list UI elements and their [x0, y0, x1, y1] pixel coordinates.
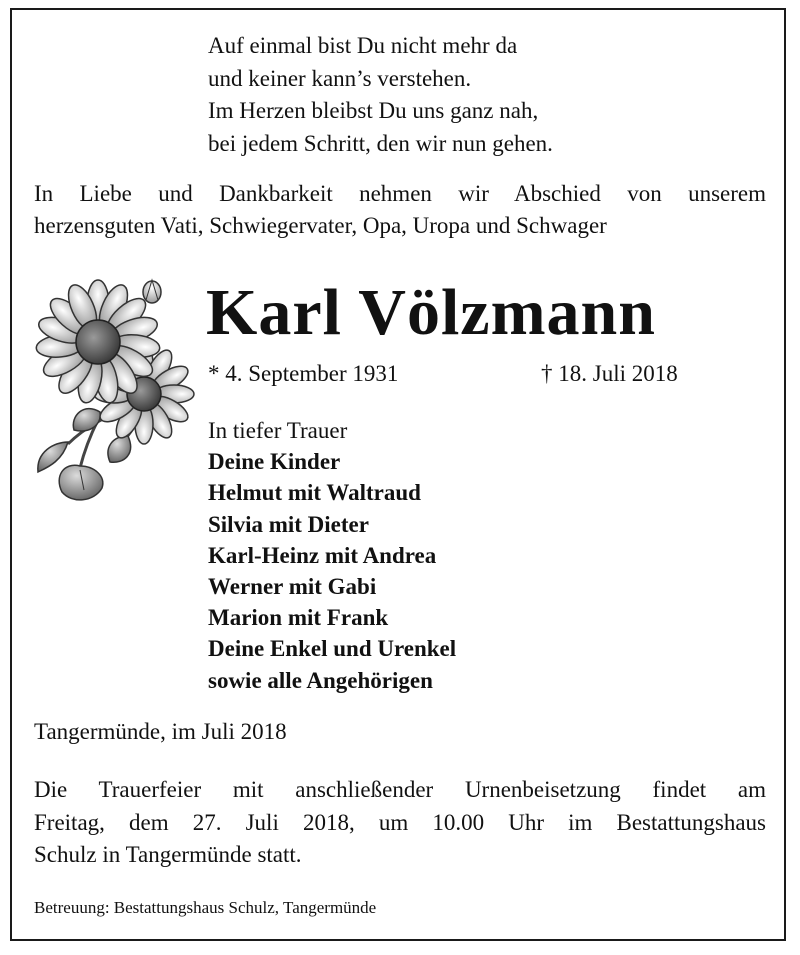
- funeral-info: [34, 774, 766, 872]
- poem-line: bei jedem Schritt, den wir nun gehen.: [208, 130, 553, 156]
- poem-line: Auf einmal bist Du nicht mehr da: [208, 33, 518, 58]
- funeral-line: Schulz in Tangermünde statt.: [34, 842, 302, 867]
- funeral-line: Die Trauerfeier mit anschließender Urnenbeisetzung findet am: [34, 777, 766, 802]
- farewell-intro: [34, 178, 766, 242]
- poem: [208, 30, 553, 160]
- place-and-date: Tangermünde, im Juli 2018: [34, 719, 287, 744]
- mourner-name: Werner mit Gabi: [208, 574, 377, 600]
- mourner-name: Karl-Heinz mit Andrea: [208, 542, 437, 568]
- mourner-name: Deine Enkel und Urenkel: [208, 636, 457, 662]
- care-note: Betreuung: Bestattungshaus Schulz, Tangermünde: [34, 898, 377, 917]
- intro-line: herzensguten Vati, Schwiegervater, Opa, Uropa und Schwager: [34, 213, 607, 238]
- mourner-name: Deine Kinder: [208, 449, 341, 475]
- poem-line: und keiner kann’s verstehen.: [208, 65, 472, 91]
- mourner-name: Marion mit Frank: [208, 605, 389, 631]
- funeral-line: Freitag, dem 27. Juli 2018, um 10.00 Uhr im Bestattungshaus: [34, 809, 766, 835]
- mourner-name: sowie alle Angehörigen: [208, 667, 433, 693]
- mourning-intro: In tiefer Trauer: [208, 418, 348, 443]
- birth-date: * 4. September 1931: [208, 361, 399, 386]
- mourners-list: [208, 415, 456, 696]
- death-date: † 18. Juli 2018: [541, 361, 678, 386]
- intro-line: In Liebe und Dankbarkeit nehmen wir Abschied von unserem: [34, 181, 766, 206]
- poem-line: Im Herzen bleibst Du uns ganz nah,: [208, 98, 539, 123]
- deceased-name: Karl Völzmann: [206, 276, 656, 349]
- mourner-name: Helmut mit Waltraud: [208, 480, 421, 506]
- mourner-name: Silvia mit Dieter: [208, 511, 369, 537]
- sunflower-icon: [28, 276, 200, 514]
